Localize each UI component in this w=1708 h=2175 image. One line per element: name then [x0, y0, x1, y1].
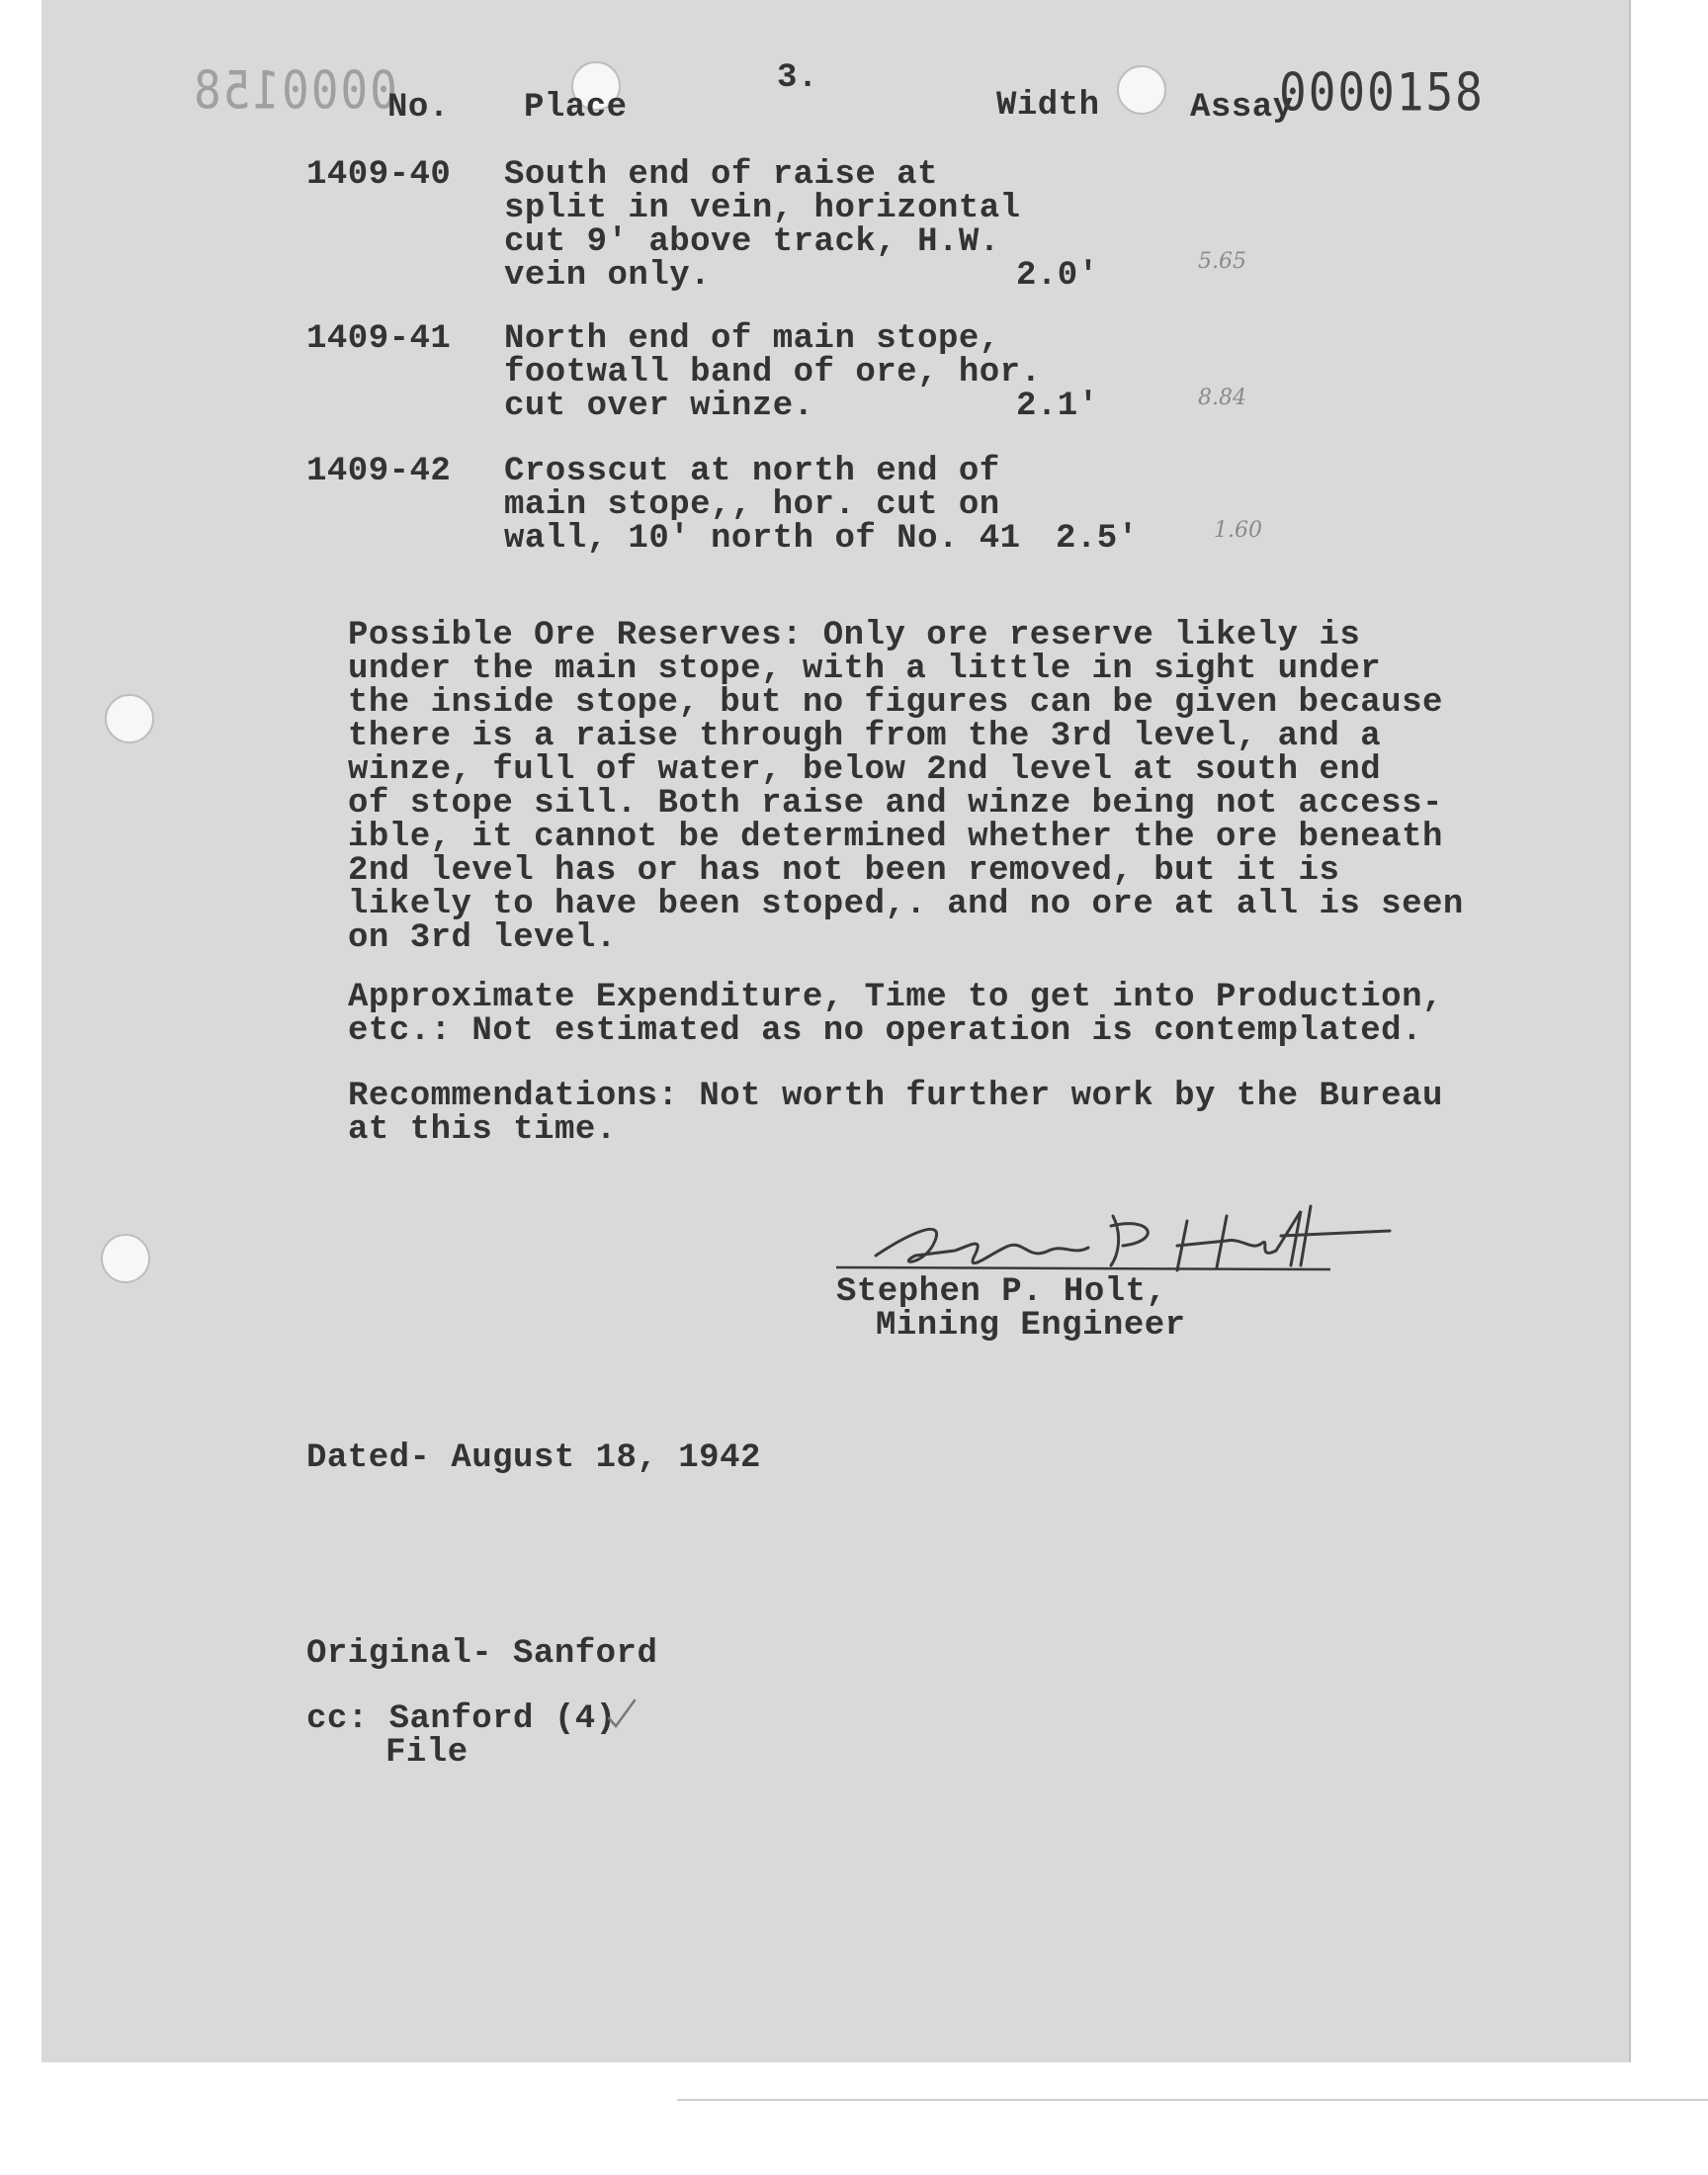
- paragraph-line: likely to have been stoped,. and no ore at all is seen: [348, 886, 1464, 923]
- sample-no: 1409-42: [306, 453, 452, 490]
- check-mark-icon: [605, 1696, 639, 1730]
- sample-place: cut over winze.: [504, 388, 814, 425]
- paragraph-line: 2nd level has or has not been removed, but it is: [348, 852, 1340, 890]
- ore-reserves-paragraph: [348, 619, 1464, 955]
- sample-assay: 5.65: [1198, 249, 1246, 274]
- sample-width: 2.5': [1056, 520, 1139, 558]
- expenditure-paragraph: [348, 981, 1443, 1048]
- paragraph-line: of stope sill. Both raise and winze being not access-: [348, 785, 1443, 823]
- mirrored-stamp: 0000158: [192, 58, 397, 122]
- sample-no: 1409-41: [306, 320, 452, 358]
- paragraph-line: ible, it cannot be determined whether the ore beneath: [348, 819, 1443, 856]
- cc-line: cc: Sanford (4): [306, 1700, 617, 1738]
- sample-place: wall, 10' north of No. 41: [504, 520, 1021, 558]
- cc-file-line: File: [385, 1734, 469, 1772]
- punch-hole-top-2: [1117, 65, 1166, 115]
- dated-line: Dated- August 18, 1942: [306, 1439, 761, 1477]
- paragraph-line: Recommendations: Not worth further work by the Bureau: [348, 1078, 1443, 1115]
- sample-place: South end of raise at: [504, 156, 938, 194]
- paragraph-line: the inside stope, but no figures can be given because: [348, 684, 1443, 722]
- sample-place: cut 9' above track, H.W.: [504, 223, 1000, 261]
- punch-hole-left-2: [101, 1234, 150, 1283]
- sample-place: vein only.: [504, 257, 712, 295]
- sample-place: North end of main stope,: [504, 320, 1000, 358]
- paragraph-line: Approximate Expenditure, Time to get into Production,: [348, 979, 1443, 1016]
- document-page: [42, 0, 1629, 2062]
- sample-assay: 1.60: [1214, 518, 1262, 543]
- paragraph-line: under the main stope, with a little in sight under: [348, 651, 1382, 688]
- scan-edge-line: [677, 2099, 1708, 2101]
- paragraph-line: on 3rd level.: [348, 919, 617, 957]
- paragraph-line: at this time.: [348, 1111, 617, 1149]
- column-header-no: No.: [387, 89, 450, 127]
- column-header-assay: Assay: [1190, 89, 1294, 127]
- sample-place: Crosscut at north end of: [504, 453, 1000, 490]
- sample-place: main stope,, hor. cut on: [504, 486, 1000, 524]
- sample-no: 1409-40: [306, 156, 452, 194]
- punch-hole-left-1: [105, 694, 154, 743]
- column-header-width: Width: [996, 87, 1100, 125]
- paragraph-line: etc.: Not estimated as no operation is contemplated.: [348, 1012, 1422, 1050]
- recommendations-paragraph: [348, 1080, 1443, 1147]
- sample-width: 2.0': [1016, 257, 1099, 295]
- sample-place: footwall band of ore, hor.: [504, 354, 1042, 392]
- sample-place: split in vein, horizontal: [504, 190, 1021, 227]
- column-header-place: Place: [524, 89, 628, 127]
- signer-title: Mining Engineer: [876, 1307, 1186, 1345]
- paragraph-line: winze, full of water, below 2nd level at south end: [348, 751, 1382, 789]
- handwritten-signature: [836, 1196, 1429, 1285]
- sample-assay: 8.84: [1198, 386, 1246, 410]
- paragraph-line: Possible Ore Reserves: Only ore reserve likely is: [348, 617, 1361, 654]
- document-number-stamp: 0000158: [1279, 60, 1485, 124]
- sample-width: 2.1': [1016, 388, 1099, 425]
- signer-name: Stephen P. Holt,: [836, 1273, 1167, 1311]
- page-number: 3.: [777, 59, 818, 97]
- original-line: Original- Sanford: [306, 1635, 658, 1673]
- paragraph-line: there is a raise through from the 3rd level, and a: [348, 718, 1382, 755]
